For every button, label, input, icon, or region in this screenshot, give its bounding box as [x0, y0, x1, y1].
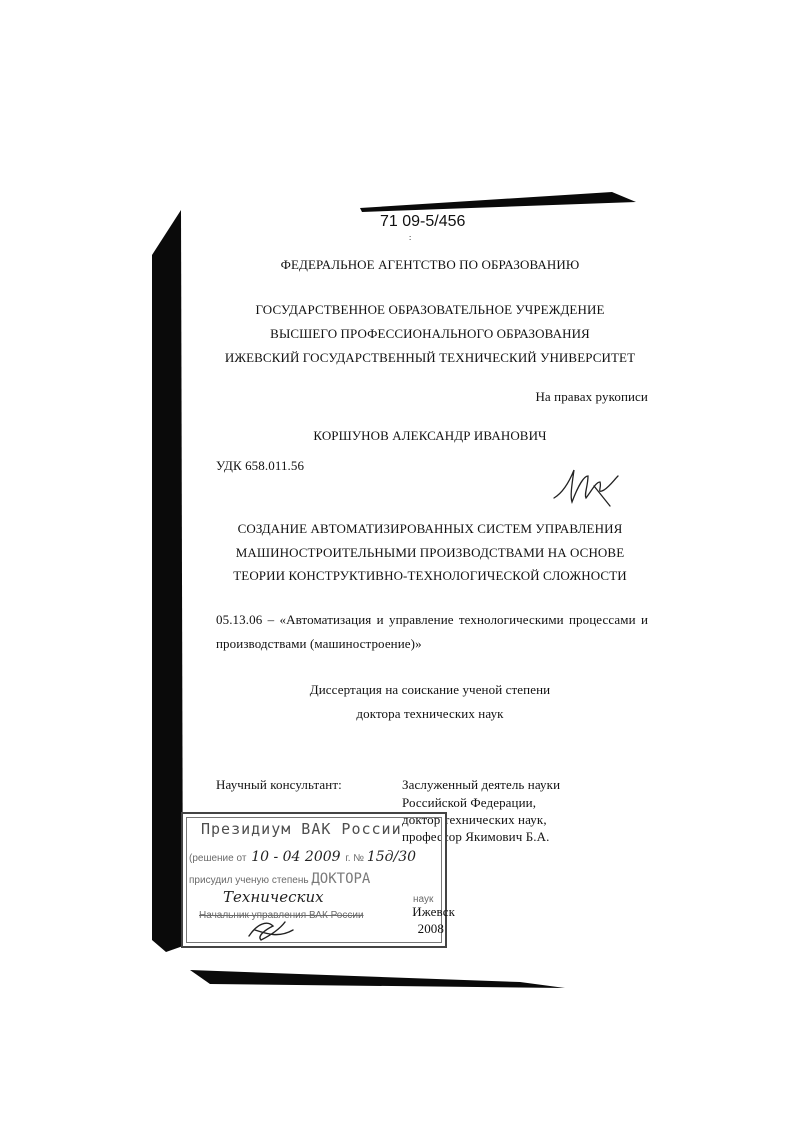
- stamp-field-suffix: наук: [413, 894, 434, 905]
- year: 2008: [417, 921, 444, 936]
- consultant-label: Научный консультант:: [216, 777, 342, 792]
- stamp-decision-row: [189, 849, 416, 865]
- stamp-decision-number-prefix: г. №: [345, 853, 365, 864]
- dissertation-title-line-2: МАШИНОСТРОИТЕЛЬНЫМИ ПРОИЗВОДСТВАМИ НА ОСНОВЕ: [235, 545, 625, 560]
- consultant-line-4: профессор Якимович Б.А.: [402, 829, 550, 844]
- scan-shadow-bottom: [190, 970, 565, 988]
- stamp-chief-label: Начальник управления ВАК России: [199, 910, 364, 921]
- consultant-line-2: Российской Федерации,: [402, 795, 537, 810]
- dissertation-title-line-3: ТЕОРИИ КОНСТРУКТИВНО-ТЕХНОЛОГИЧЕСКОЙ СЛОЖНОСТИ: [233, 568, 627, 583]
- specialty-line-1: 05.13.06 – «Автоматизация и управление технологическими процессами и: [216, 612, 648, 627]
- rights-note: На правах рукописи: [535, 389, 648, 404]
- stamp-field-row: [223, 888, 324, 907]
- stamp-decision-number: 15д/30: [366, 849, 417, 865]
- consultant-line-1: Заслуженный деятель науки: [402, 777, 561, 792]
- stamp-awarded-row: [189, 871, 370, 887]
- scan-shadow-top: [360, 192, 636, 212]
- degree-line-2: доктора технических наук: [356, 706, 504, 721]
- stamp-decision-prefix: (решение от: [189, 853, 247, 864]
- institution-line-3: ИЖЕВСКИЙ ГОСУДАРСТВЕННЫЙ ТЕХНИЧЕСКИЙ УНИВЕРСИТЕТ: [224, 350, 636, 365]
- consultant-line-3: доктор технических наук,: [402, 812, 547, 827]
- udc-code: УДК 658.011.56: [216, 458, 305, 473]
- specialty-line-2: производствами (машиностроение)»: [216, 636, 422, 651]
- degree-line-1: Диссертация на соискание ученой степени: [309, 682, 551, 697]
- institution-line-2: ВЫСШЕГО ПРОФЕССИОНАЛЬНОГО ОБРАЗОВАНИЯ: [270, 326, 590, 341]
- agency-name: ФЕДЕРАЛЬНОЕ АГЕНТСТВО ПО ОБРАЗОВАНИЮ: [280, 257, 580, 272]
- stamp-header: Президиум ВАК России: [201, 820, 402, 838]
- author-signature: [548, 462, 628, 512]
- stamp-chief-signature: [243, 916, 303, 944]
- stamp-awarded-degree: ДОКТОРА: [311, 871, 371, 887]
- institution-line-1: ГОСУДАРСТВЕННОЕ ОБРАЗОВАТЕЛЬНОЕ УЧРЕЖДЕНИЕ: [255, 302, 605, 317]
- registry-number: 71 09-5/456: [380, 213, 466, 230]
- city: Ижевск: [412, 904, 455, 919]
- scan-dot: :: [409, 233, 412, 242]
- stamp-field-handwritten: Технических: [223, 888, 324, 906]
- stamp-awarded-prefix: присудил ученую степень: [189, 875, 309, 886]
- dissertation-title-line-1: СОЗДАНИЕ АВТОМАТИЗИРОВАННЫХ СИСТЕМ УПРАВЛЕНИЯ: [237, 521, 623, 536]
- stamp-decision-date: 10 - 04 2009: [251, 849, 341, 865]
- author-name: КОРШУНОВ АЛЕКСАНДР ИВАНОВИЧ: [313, 428, 547, 443]
